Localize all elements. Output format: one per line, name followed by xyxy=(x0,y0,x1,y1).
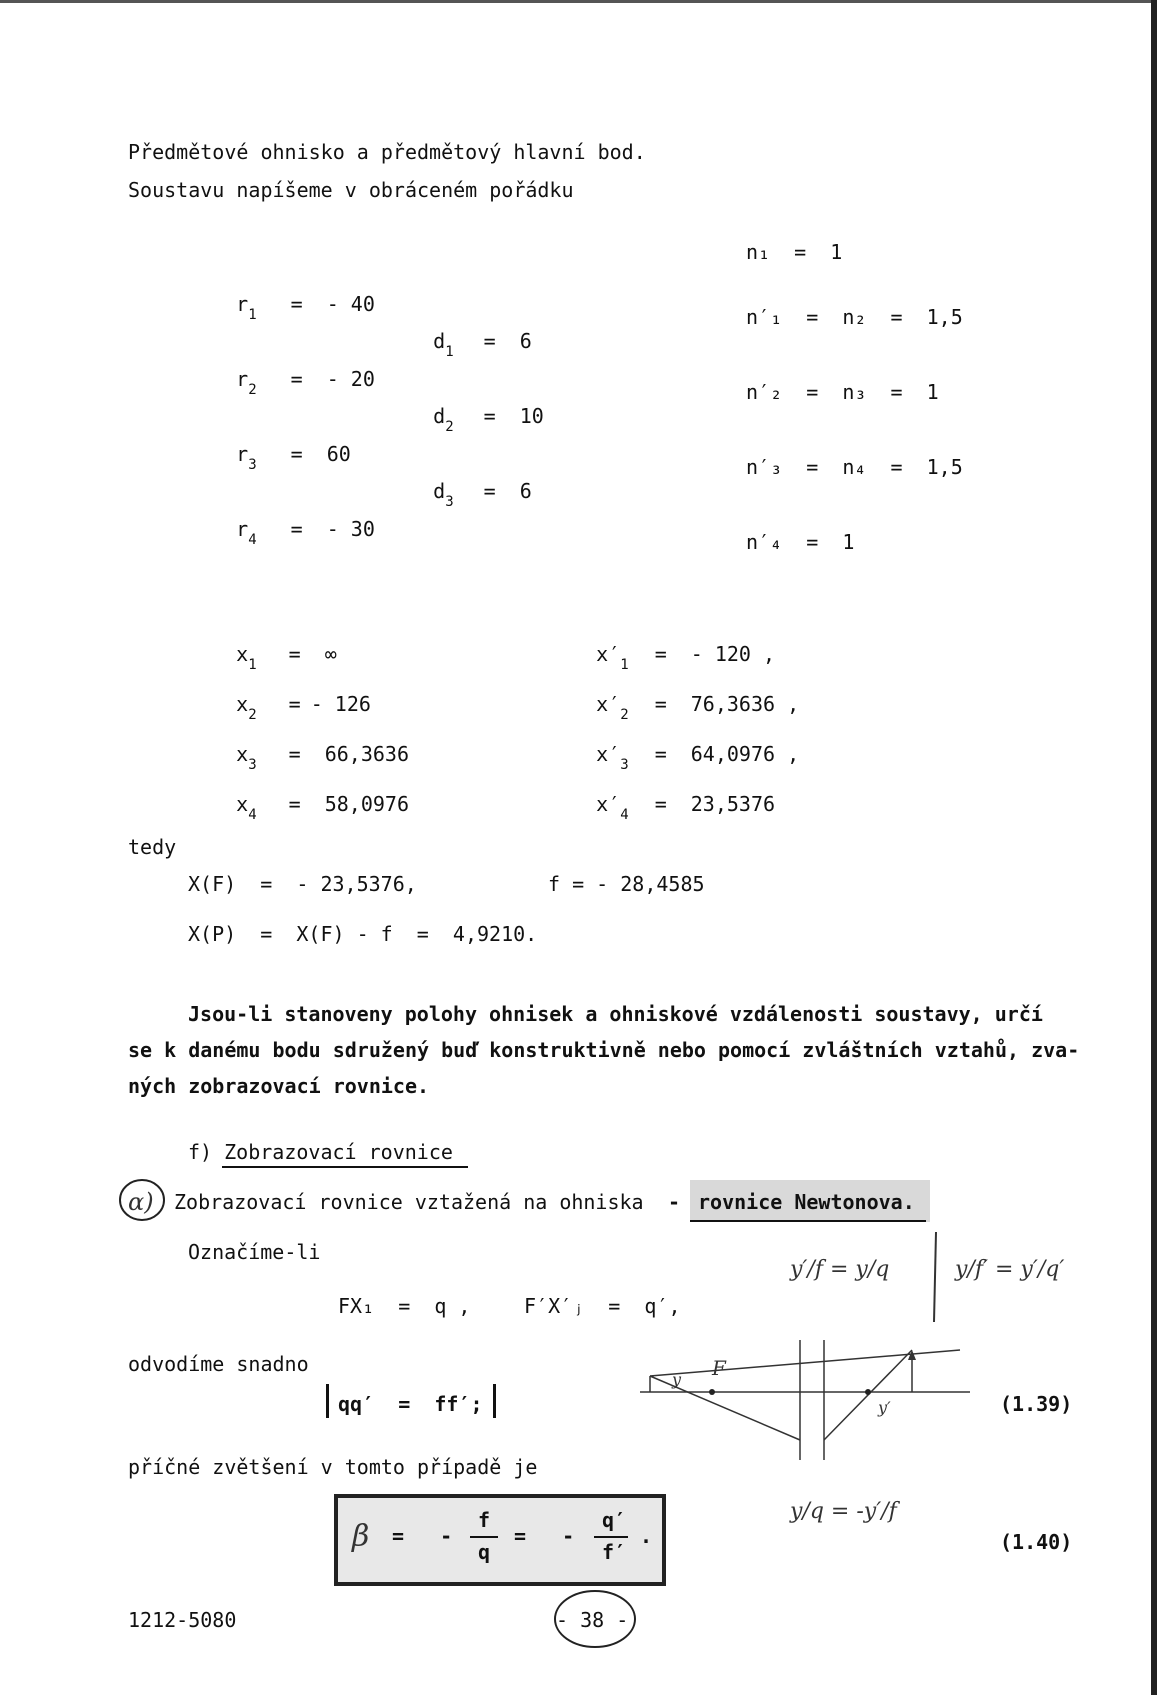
eq140-period: . xyxy=(640,1524,653,1548)
xprime-row: x′2 = 76,3636 , xyxy=(596,692,800,723)
lens-sketch xyxy=(640,1330,970,1470)
eq140-frac1-num: f xyxy=(478,1508,491,1532)
heading-line-1: Předmětové ohnisko a předmětový hlavní bod. xyxy=(128,140,646,164)
equation-number-139: (1.39) xyxy=(1000,1392,1073,1416)
index-row: n′₁ = n₂ = 1,5 xyxy=(746,305,963,329)
diagram-label-yprime: y′ xyxy=(878,1398,891,1417)
eq140-eq2: = - xyxy=(514,1524,575,1548)
paragraph-line: ných zobrazovací rovnice. xyxy=(128,1074,430,1098)
equation-139: qq′ = ff′; xyxy=(338,1392,483,1416)
section-heading: f) Zobrazovací rovnice xyxy=(188,1140,453,1164)
fx-definition: FX₁ = q , xyxy=(338,1294,471,1318)
odvodime-label: odvodíme snadno xyxy=(128,1352,309,1376)
x-row: x3 = 66,3636 xyxy=(236,742,409,773)
eq140-eq1: = - xyxy=(392,1524,453,1548)
index-row: n′₂ = n₃ = 1 xyxy=(746,380,939,404)
alpha-dash: - xyxy=(668,1190,681,1214)
handwritten-bar xyxy=(930,1232,942,1322)
handwritten-note: y/q = -y′/f xyxy=(790,1499,897,1524)
x-row: x4 = 58,0976 xyxy=(236,792,409,823)
x-row: x2 = - 126 xyxy=(236,692,371,723)
frac-bar xyxy=(470,1536,498,1538)
alpha-heading: Zobrazovací rovnice vztažená na ohniska xyxy=(174,1190,644,1214)
eq140-frac2-den: f′ xyxy=(602,1540,627,1564)
index-row: n′₄ = 1 xyxy=(746,530,855,554)
page-number: - 38 - xyxy=(556,1608,629,1632)
diagram-label-F: F xyxy=(712,1356,726,1380)
top-border xyxy=(0,0,1157,3)
xprime-row: x′4 = 23,5376 xyxy=(596,792,776,823)
beta-symbol: β xyxy=(352,1519,370,1554)
radius-row: r1 = - 40 xyxy=(236,292,375,323)
equation-number-140: (1.40) xyxy=(1000,1530,1073,1554)
xf-equation: X(F) = - 23,5376, xyxy=(188,872,417,896)
paragraph-line: se k danému bodu sdružený buď konstruktivně nebo pomocí zvláštních vztahů, zva- xyxy=(128,1038,1080,1062)
handwritten-note: y/f′ = y′/q′ xyxy=(955,1257,1065,1282)
heading-line-2: Soustavu napíšeme v obráceném pořádku xyxy=(128,178,574,202)
x-row: x1 = ∞ xyxy=(236,642,337,673)
diagram-label-y: y xyxy=(672,1370,682,1389)
eq140-frac1-den: q xyxy=(478,1540,491,1564)
radius-row: r3 = 60 xyxy=(236,442,351,473)
radius-row: r2 = - 20 xyxy=(236,367,375,398)
newton-underline xyxy=(690,1220,926,1222)
xprime-row: x′1 = - 120 , xyxy=(596,642,776,673)
tedy-label: tedy xyxy=(128,835,177,859)
index-row: n′₃ = n₄ = 1,5 xyxy=(746,455,963,479)
f-equation: f = - 28,4585 xyxy=(548,872,705,896)
frac-bar xyxy=(594,1536,628,1538)
fx-prime-definition: F′X′ⱼ = q′, xyxy=(524,1294,681,1318)
index-row: n₁ = 1 xyxy=(746,240,843,264)
document-code: 1212-5080 xyxy=(128,1608,237,1632)
handwritten-note: y′/f = y/q xyxy=(790,1257,890,1282)
xprime-row: x′3 = 64,0976 , xyxy=(596,742,800,773)
eq140-frac2-num: q′ xyxy=(602,1508,627,1532)
paragraph-line: Jsou-li stanoveny polohy ohnisek a ohniskové vzdálenosti soustavy, určí xyxy=(188,1002,1043,1026)
scan-edge xyxy=(1151,0,1157,1695)
xp-equation: X(P) = X(F) - f = 4,9210. xyxy=(188,922,538,946)
radius-row: r4 = - 30 xyxy=(236,517,375,548)
alpha-label: α) xyxy=(128,1188,154,1216)
thickness-row: d2 = 10 xyxy=(433,404,544,435)
pricne-label: příčné zvětšení v tomto případě je xyxy=(128,1455,538,1479)
thickness-row: d1 = 6 xyxy=(433,329,532,360)
oznacime-label: Označíme-li xyxy=(188,1240,321,1264)
newton-highlight: rovnice Newtonova. xyxy=(698,1190,915,1214)
thickness-row: d3 = 6 xyxy=(433,479,532,510)
section-underline xyxy=(222,1166,468,1168)
